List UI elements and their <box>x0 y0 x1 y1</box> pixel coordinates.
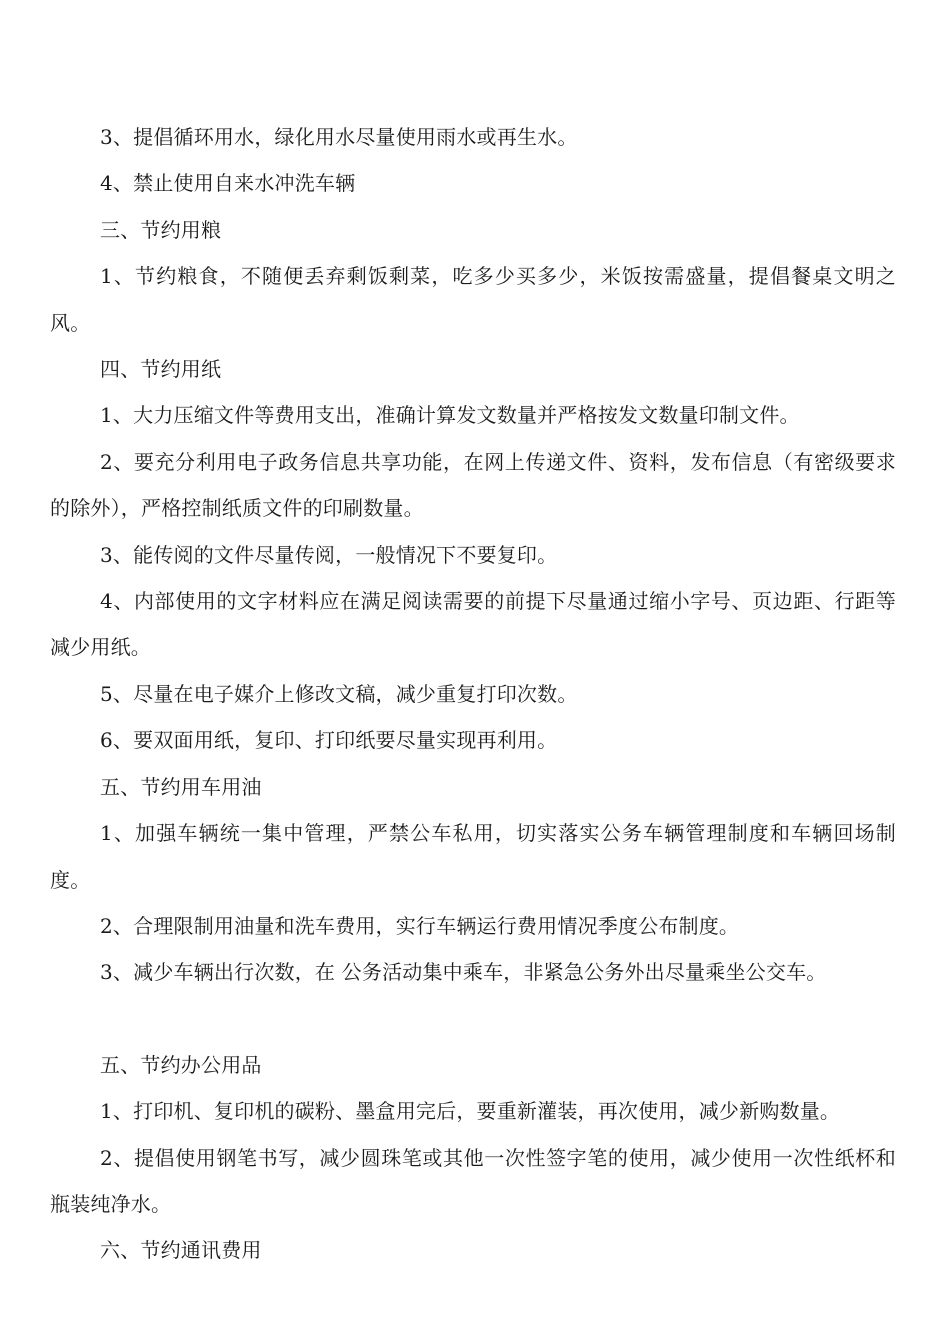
document-body <box>50 114 896 1274</box>
blank-line <box>50 996 896 1042</box>
paragraph: 1、节约粮食，不随便丢弃剩饭剩菜，吃多少买多少，米饭按需盛量，提倡餐桌文明之风。 <box>50 264 896 335</box>
paragraph: 3、提倡循环用水，绿化用水尽量使用雨水或再生水。 <box>100 125 578 149</box>
paragraph: 3、减少车辆出行次数，在 公务活动集中乘车，非紧急公务外出尽量乘坐公交车。 <box>100 960 827 985</box>
section-heading: 三、节约用粮 <box>100 217 222 242</box>
paragraph: 4、禁止使用自来水冲洗车辆 <box>100 171 356 196</box>
paragraph: 2、合理限制用油量和洗车费用，实行车辆运行费用情况季度公布制度。 <box>100 913 740 938</box>
section-heading: 六、节约通讯费用 <box>100 1238 262 1263</box>
paragraph: 4、内部使用的文字材料应在满足阅读需要的前提下尽量通过缩小字号、页边距、行距等减少用纸。 <box>50 589 896 660</box>
paragraph: 6、要双面用纸，复印、打印纸要尽量实现再利用。 <box>100 728 558 753</box>
paragraph: 2、要充分利用电子政务信息共享功能，在网上传递文件、资料，发布信息（有密级要求的除外），严格控制纸质文件的印刷数量。 <box>50 449 896 521</box>
section-heading: 四、节约用纸 <box>100 357 222 382</box>
paragraph: 1、加强车辆统一集中管理，严禁公车私用，切实落实公务车辆管理制度和车辆回场制度。 <box>50 821 896 892</box>
section-heading: 五、节约办公用品 <box>100 1052 262 1077</box>
paragraph: 5、尽量在电子媒介上修改文稿，减少重复打印次数。 <box>100 681 578 706</box>
paragraph: 1、大力压缩文件等费用支出，准确计算发文数量并严格按发文数量印制文件。 <box>100 403 800 428</box>
paragraph: 3、能传阅的文件尽量传阅，一般情况下不要复印。 <box>100 542 558 567</box>
section-heading: 五、节约用车用油 <box>100 774 262 799</box>
paragraph: 2、提倡使用钢笔书写，减少圆珠笔或其他一次性签字笔的使用，减少使用一次性纸杯和瓶装纯净水。 <box>50 1145 896 1216</box>
paragraph: 1、打印机、复印机的碳粉、墨盒用完后，要重新灌装，再次使用，减少新购数量。 <box>100 1099 841 1124</box>
